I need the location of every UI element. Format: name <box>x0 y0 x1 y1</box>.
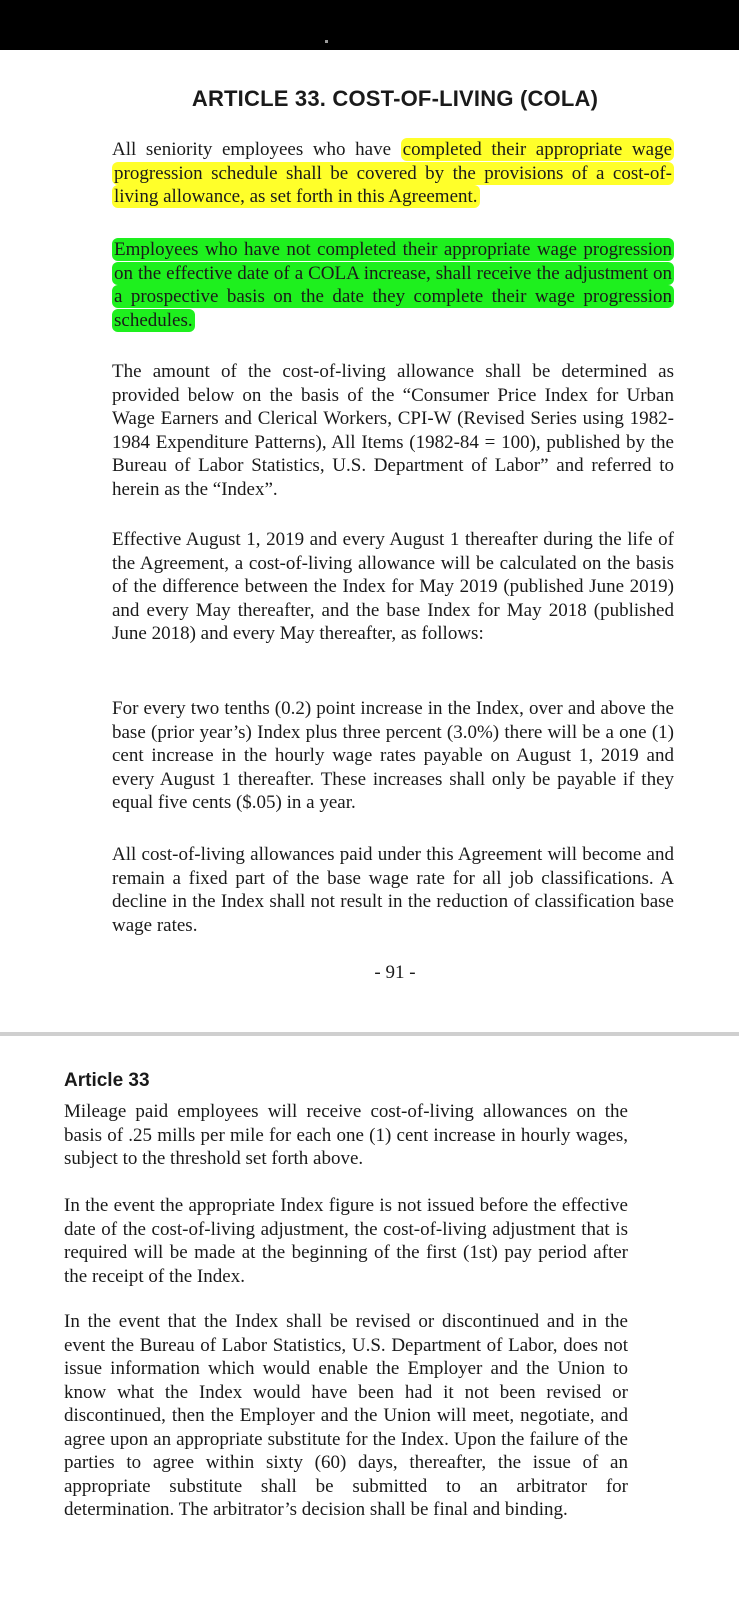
paragraph-fixed-part: All cost-of-living allowances paid under this Agreement will become and remain a fixed part of the base wage rate for all job classifications. A decline in the Index shall not result in the reduction of classification base wage rates. <box>112 844 674 936</box>
running-header: Article 33 <box>64 1070 150 1091</box>
paragraph-index-increase: For every two tenths (0.2) point increase in the Index, over and above the base (prior year’s) Index plus three percent (3.0%) there will be a one (1) cent increase in the hourly wage rates payable on August 1, 2019 and every August 1 thereafter. These increases shall only be payable if they equal five cents ($.05) in a year. <box>112 698 674 813</box>
paragraph-effective-date: Effective August 1, 2019 and every August 1 thereafter during the life of the Agreement, a cost-of-living allowance will be calculated on the basis of the difference between the Index for May 2019 (published June 2019) and every May thereafter, and the base Index for May 2018 (published June 2018) and every May thereafter, as follows: <box>112 529 674 644</box>
green-highlight: Employees who have not completed their appropriate wage progression on the effective date of a COLA increase, shall receive the adjustment on a prospective basis on the date they complete their wage progression schedules. <box>114 239 672 331</box>
cropped-text-fragment <box>325 40 328 43</box>
document-page-92 <box>0 1036 739 1600</box>
page-number: - 91 - <box>374 962 416 983</box>
paragraph-mileage: Mileage paid employees will receive cost-of-living allowances on the basis of .25 mills per mile for each one (1) cent increase in hourly wages, subject to the threshold set forth above. <box>64 1101 628 1169</box>
paragraph-wage-progression <box>112 238 674 332</box>
document-page-91 <box>0 50 739 1032</box>
paragraph-index-revised: In the event that the Index shall be revised or discontinued and in the event the Bureau of Labor Statistics, U.S. Department of Labor, does not issue information which would enable the Employer and the Union to know what the Index would have been had it not been revised or discontinued, then the Employer and the Union will meet, negotiate, and agree upon an appropriate substitute for the Index. Upon the failure of the parties to agree within sixty (60) days, thereafter, the issue of an appropriate substitute shall be submitted to an arbitrator for determination. The arbitrator’s decision shall be final and binding. <box>64 1311 628 1520</box>
yellow-highlight: completed their appropriate wage progression schedule shall be covered by the provisions of a cost-of-living allowance, as set forth in this Agreement. <box>114 139 673 207</box>
article-title: ARTICLE 33. COST-OF-LIVING (COLA) <box>191 86 599 111</box>
status-bar <box>0 0 739 50</box>
paragraph-seniority-employees <box>112 138 674 209</box>
paragraph-index-not-issued: In the event the appropriate Index figure is not issued before the effective date of the cost-of-living adjustment, the cost-of-living adjustment that is required will be made at the beginning of the first (1st) pay period after the receipt of the Index. <box>64 1195 628 1287</box>
paragraph-plain-text: All seniority employees who have <box>112 139 401 160</box>
paragraph-cola-amount: The amount of the cost-of-living allowance shall be determined as provided below on the basis of the “Consumer Price Index for Urban Wage Earners and Clerical Workers, CPI-W (Revised Series using 1982-1984 Expenditure Patterns), All Items (1982-84 = 100), published by the Bureau of Labor Statistics, U.S. Department of Labor” and referred to herein as the “Index”. <box>112 361 674 500</box>
